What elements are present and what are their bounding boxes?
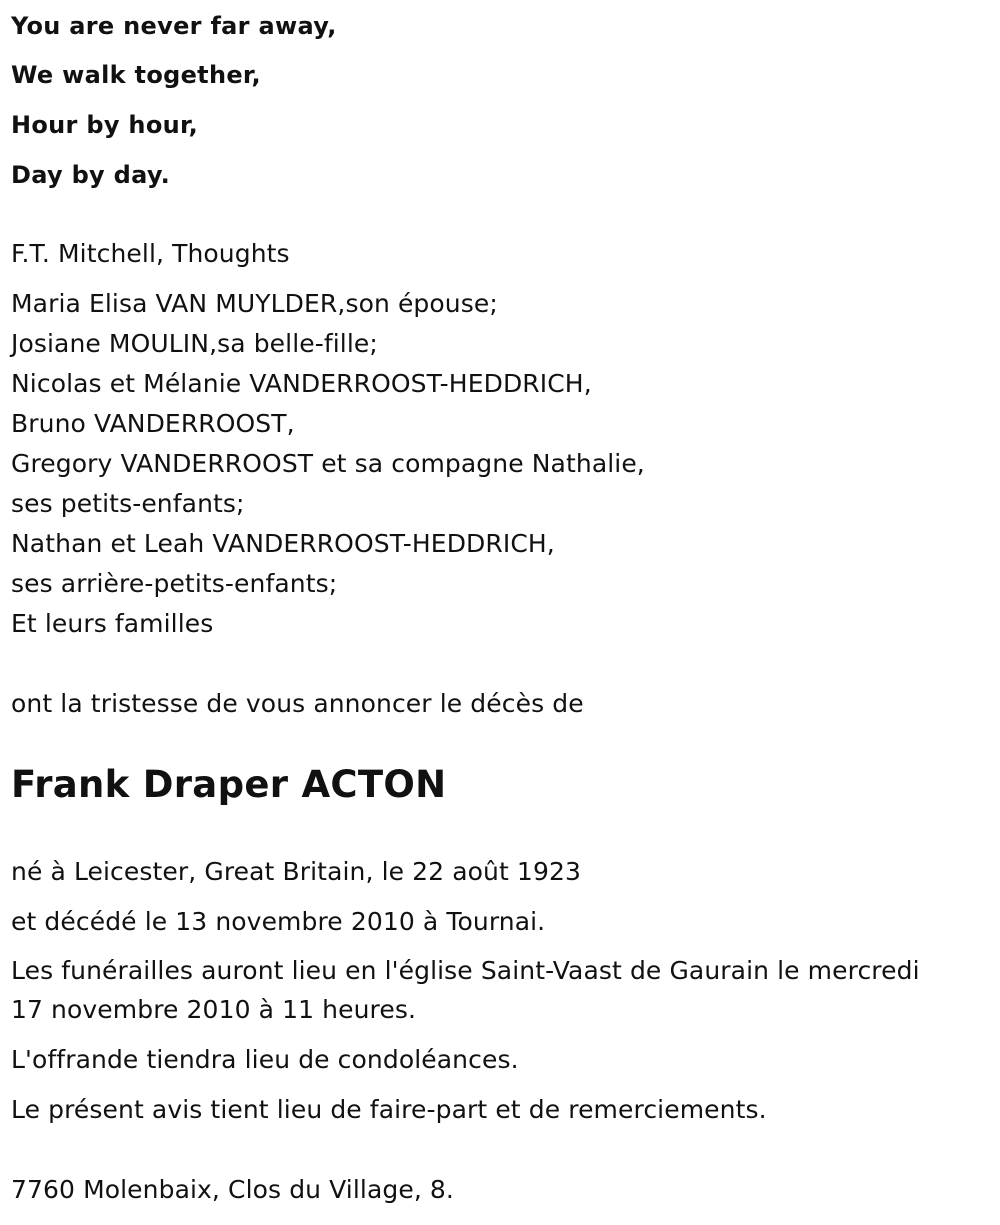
funeral-details: Les funérailles auront lieu en l'église Saint-Vaast de Gaurain le mercredi — [11, 956, 920, 985]
family-line: Gregory VANDERROOST et sa compagne Nathalie, — [11, 449, 645, 478]
family-line: ses arrière-petits-enfants; — [11, 569, 338, 598]
family-line: Et leurs familles — [11, 609, 214, 638]
deceased-name: Frank Draper ACTON — [11, 763, 447, 806]
poem-line: You are never far away, — [11, 12, 337, 40]
family-line: ses petits-enfants; — [11, 489, 245, 518]
family-line: Nicolas et Mélanie VANDERROOST-HEDDRICH, — [11, 369, 592, 398]
offering-note: L'offrande tiendra lieu de condoléances. — [11, 1045, 519, 1074]
birth-details: né à Leicester, Great Britain, le 22 août 1923 — [11, 857, 581, 886]
death-details: et décédé le 13 novembre 2010 à Tournai. — [11, 907, 546, 936]
announcement-text: ont la tristesse de vous annoncer le décès de — [11, 689, 584, 718]
family-line: Maria Elisa VAN MUYLDER,son épouse; — [11, 289, 498, 318]
family-line: Nathan et Leah VANDERROOST-HEDDRICH, — [11, 529, 555, 558]
funeral-details: 17 novembre 2010 à 11 heures. — [11, 995, 416, 1024]
address: 7760 Molenbaix, Clos du Village, 8. — [11, 1175, 454, 1204]
poem-line: Hour by hour, — [11, 111, 199, 139]
notice-note: Le présent avis tient lieu de faire-part et de remerciements. — [11, 1095, 767, 1124]
poem-attribution: F.T. Mitchell, Thoughts — [11, 239, 290, 268]
family-line: Josiane MOULIN,sa belle-fille; — [11, 329, 378, 358]
poem-line: Day by day. — [11, 161, 171, 189]
family-line: Bruno VANDERROOST, — [11, 409, 295, 438]
poem-line: We walk together, — [11, 61, 261, 89]
